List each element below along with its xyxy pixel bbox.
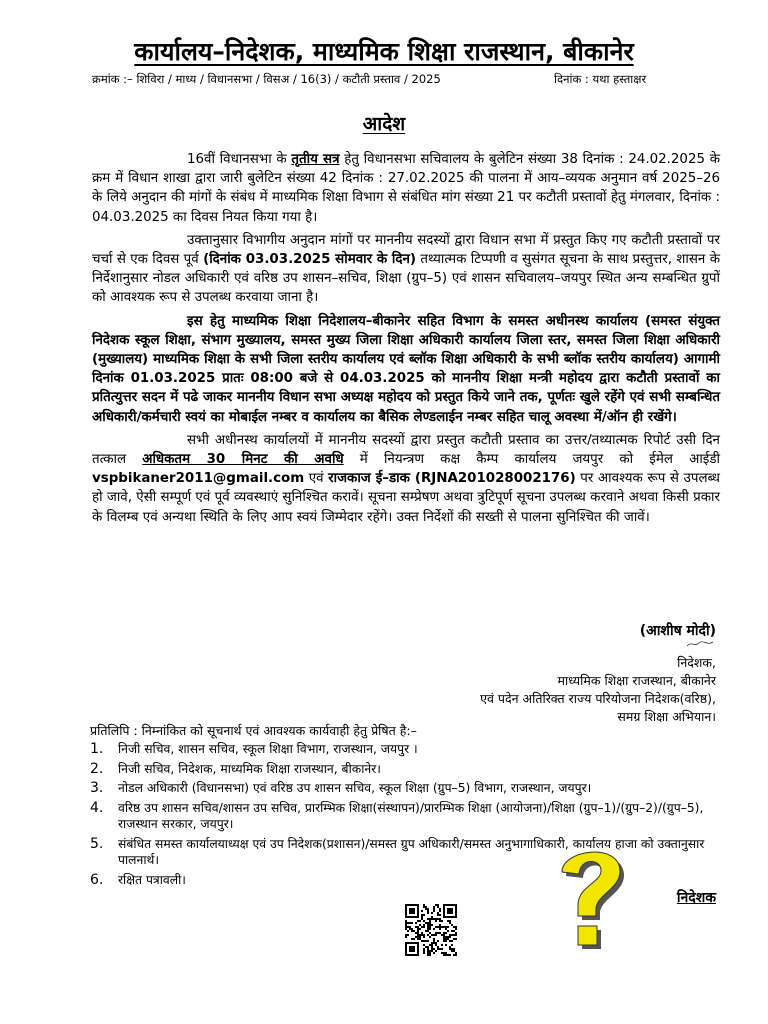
list-item [90, 741, 720, 758]
designation-line-3: एवं पदेन अतिरिक्त राज्य परियोजना निदेशक(वरिष्ठ), [480, 691, 716, 706]
designation-line-2: माध्यमिक शिक्षा राजस्थान, बीकानेर [557, 673, 716, 688]
list-text: रक्षित पत्रावली। [118, 872, 186, 887]
reference-line [92, 72, 732, 87]
list-text: निजी सचिव, निदेशक, माध्यमिक शिक्षा राजस्थान, बीकानेर। [118, 761, 381, 776]
paragraph-2 [92, 231, 720, 308]
paragraph-1-text: 16वीं विधानसभा के [187, 152, 292, 167]
paragraph-4-text-mid2: एवं [304, 471, 329, 487]
list-number: 5. [90, 835, 104, 852]
list-item [90, 761, 720, 778]
time-limit: अधिकतम 30 मिनट की अवधि [142, 452, 344, 468]
paragraph-4-text-mid: में नियन्त्रण कक्ष कैम्प कार्यालय जयपुर को ईमेल आईडी [343, 452, 720, 468]
rajkaj-edak-id: राजकाज ई–डाक (RJNA201028002176) [328, 471, 576, 487]
list-text: नोडल अधिकारी (विधानसभा) एवं वरिष्ठ उप शासन सचिव, स्कूल शिक्षा (ग्रुप–5) विभाग, राजस्थान, जयपुर। [118, 781, 592, 795]
reference-number: क्रमांक :– शिविरा / माध्य / विधानसभा / विसअ / 16(3) / कटौती प्रस्ताव / 2025 [92, 72, 441, 86]
list-item [90, 780, 720, 797]
order-heading: आदेश [362, 113, 406, 135]
signatory-name: (आशीष मोदी) [639, 623, 716, 639]
digital-sign-mark [686, 640, 714, 650]
signatory-designation [480, 654, 716, 726]
copy-to-heading: प्रतिलिपि : निम्नांकित को सूचनार्थ एवं आवश्यक कार्यवाही हेतु प्रेषित है:– [90, 723, 417, 738]
list-item [90, 800, 720, 833]
paragraph-2-text-rest: तथ्यात्मक टिप्पणी व सुसंगत सूचना के साथ प्रस्तुत्तर, शासन के निर्देशानुसार नोडल अधिकारी एवं वरिष्ठ उप शासन–सचिव, शिक्षा (ग्रुप–5) एवं शासन सचिवालय–जयपुर स्थित अन्य सम्बन्धित ग्रुपों को आवश्यक रूप से उपलब्ध करवाया जाना है। [92, 252, 720, 306]
paragraph-1 [92, 150, 720, 227]
list-number: 4. [90, 799, 104, 816]
order-body [92, 150, 720, 531]
list-text: निजी सचिव, शासन सचिव, स्कूल शिक्षा विभाग, राजस्थान, जयपुर । [118, 742, 418, 756]
email-address[interactable]: vspbikaner2011@gmail.com [92, 471, 305, 487]
office-title: कार्यालय–निदेशक, माध्यमिक शिक्षा राजस्थान, बीकानेर [134, 37, 634, 66]
closing-signature: निदेशक [676, 890, 716, 906]
list-number: 2. [90, 760, 104, 777]
paragraph-4-text: सभी अधीनस्थ कार्यालयों में माननीय सदस्यों द्वारा प्रस्तुत कटौती प्रस्ताव का उत्तर/तथ्यात्मक रिपोर्ट उसी दिन तत्काल [92, 432, 720, 468]
paragraph-3-text: इस हेतु माध्यमिक शिक्षा निदेशालय–बीकानेर सहित विभाग के समस्त अधीनस्थ कार्यालय (समस्त संयुक्त निदेशक स्कूल शिक्षा, संभाग मुख्यालय, समस्त मुख्य जिला शिक्षा अधिकारी कार्यालय जिला स्तर, समस्त जिला शिक्षा अधिकारी (मुख्यालय) माध्यमिक शिक्षा के सभी जिला स्तरीय कार्यालय एवं ब्लॉक शिक्षा अधिकारी के सभी ब्लॉक स्तरीय कार्यालय) आगामी दिनांक 01.03.2025 प्रातः 08:00 बजे से 04.03.2025 को माननीय शिक्षा मन्त्री महोदय द्वारा कटौती प्रस्तावों का प्रतित्युत्तर सदन में पढे जाकर माननीय विधान सभा अध्यक्ष महोदय को प्रस्तुत किये जाने तक, पूर्णतः खुले रहेंगे एवं सभी सम्बन्धित अधिकारी/कर्मचारी स्वयं का मोबाईल नम्बर व कार्यालय का बैसिक लेण्डलाईन नम्बर सहित चालू अवस्था में/ऑन ही रखेंगे। [92, 313, 720, 425]
list-number: 6. [90, 871, 104, 888]
list-number: 3. [90, 780, 104, 796]
paragraph-4 [92, 431, 720, 527]
paragraph-4-text-rest: पर आवश्यक रूप से उपलब्ध हो जावे, ऐसी सम्पूर्ण एवं पूर्व व्यवस्थाएं सुनिश्चित करावें। सूचना सम्प्रेषण अथवा त्रुटिपूर्ण सूचना उपलब्ध करवाने अथवा किसी प्रकार के विलम्ब एवं अन्यथा स्थिति के लिए आप स्वयं जिम्मेदार रहेंगे। उक्त निर्देशों की सख्ती से पालना सुनिश्चित की जावें। [92, 471, 720, 525]
paragraph-3 [92, 312, 720, 427]
list-text: वरिष्ठ उप शासन सचिव/शासन उप सचिव, प्रारम्भिक शिक्षा(संस्थापन)/प्रारम्भिक शिक्षा (आयोजना)/शिक्षा (ग्रुप–1)/(ग्रुप–2)/(ग्रुप–5), राजस्थान सरकार, जयपुर। [118, 800, 704, 831]
deadline-date: (दिनांक 03.03.2025 सोमवार के दिन) [203, 252, 417, 268]
paragraph-1-text-rest: हेतु विधानसभा सचिवालय के बुलेटिन संख्या 38 दिनांक : 24.02.2025 के क्रम में विधान शाखा द्वारा जारी बुलेटिन संख्या 42 दिनांक : 27.02.2025 की पालना में आय–व्ययक अनुमान वर्ष 2025–26 के लिये अनुदान की मांगों के संबंध में माध्यमिक शिक्षा विभाग से संबंधित मांग संख्या 21 पर कटौती प्रस्तावों हेतु मंगलवार, दिनांक : 04.03.2025 का दिवस नियत किया गया है। [92, 152, 721, 225]
paragraph-2-text: उक्तानुसार विभागीय अनुदान मांगों पर माननीय सदस्यों द्वारा विधान सभा में प्रस्तुत किए गए कटौती प्रस्तावों पर चर्चा से एक दिवस पूर्व [92, 232, 720, 268]
qr-code-icon[interactable] [405, 904, 457, 956]
list-number: 1. [90, 741, 104, 757]
session-label: तृतीय सत्र [291, 152, 340, 167]
reference-date: दिनांक : यथा हस्ताक्षर [554, 72, 647, 86]
list-text: संबंधित समस्त कार्यालयाध्यक्ष एवं उप निदेशक(प्रशासन)/समस्त ग्रुप अधिकारी/समस्त अनुभागाधिकारी, कार्यालय हाजा को उक्तानुसार पालनार्थ। [118, 836, 705, 867]
designation-line-4: समग्र शिक्षा अभियान। [617, 709, 716, 724]
designation-line-1: निदेशक, [677, 655, 716, 670]
question-mark-icon [548, 842, 638, 962]
